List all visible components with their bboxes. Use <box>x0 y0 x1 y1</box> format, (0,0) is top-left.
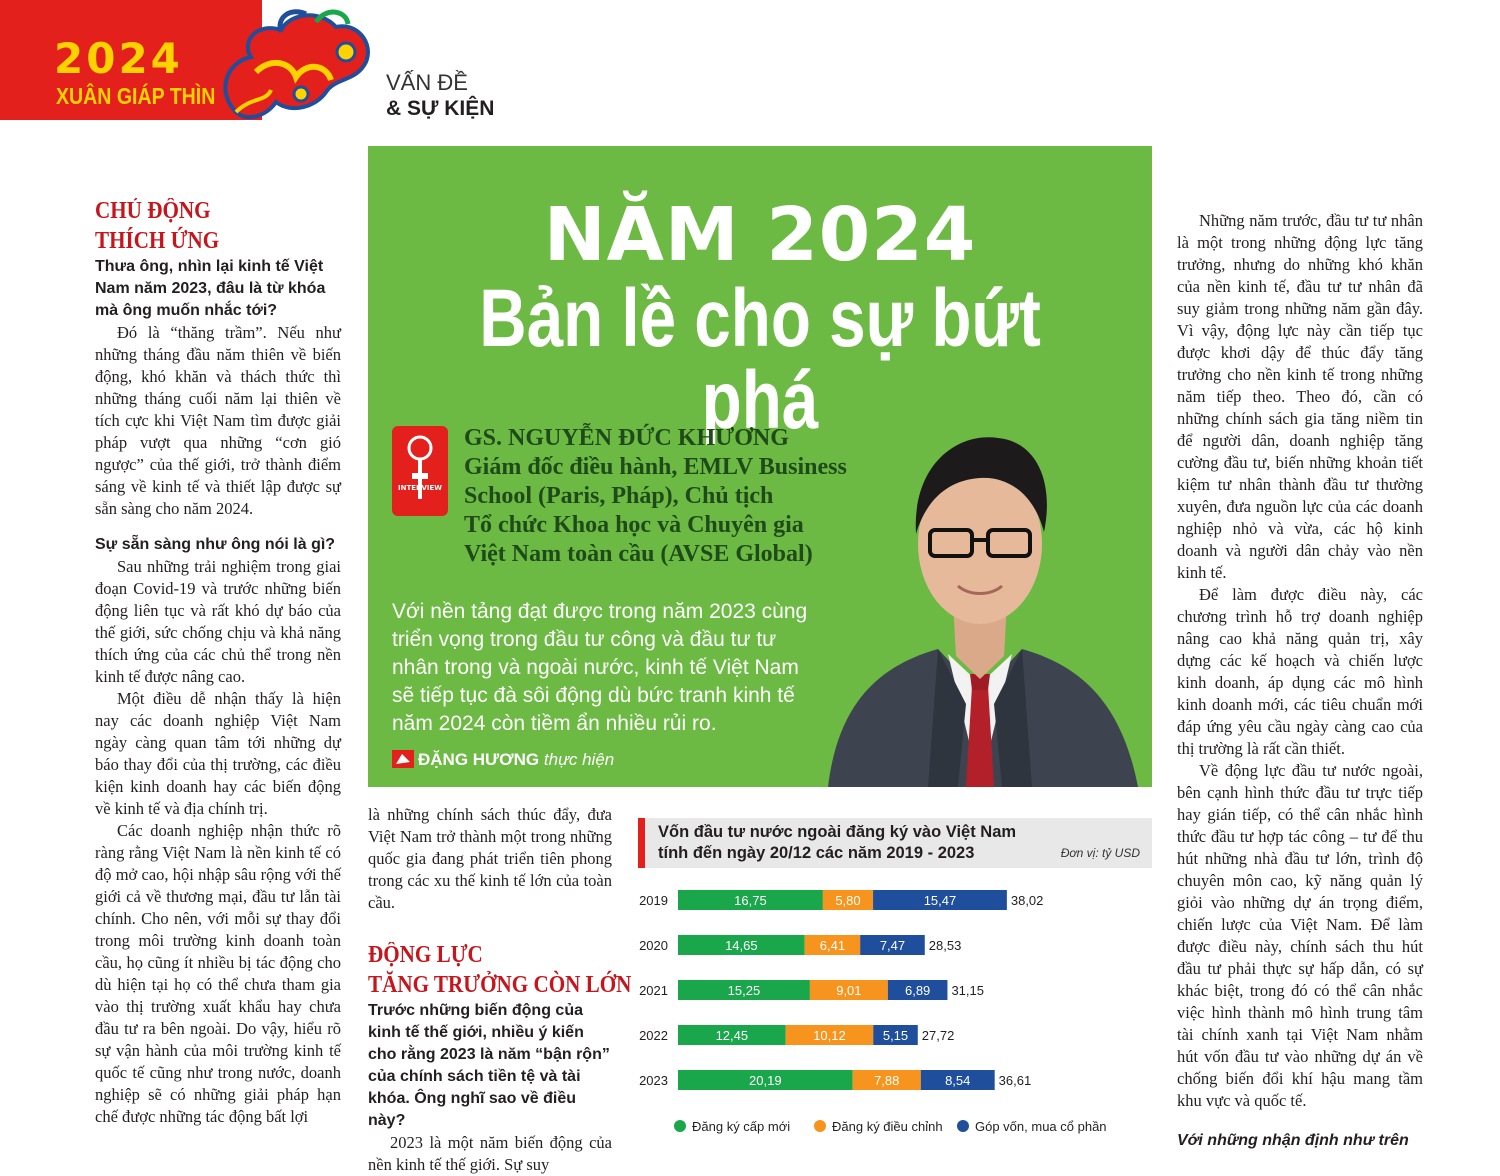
interview-icon-label: INTERVIEW <box>398 484 442 492</box>
article-paragraph: Để làm được điều này, các chương trình hỗ trợ doanh nghiệp nâng cao khả năng quản trị, xây dựng các kế hoạch và chiến lược kinh doanh, áp dụng các mô hình kinh doanh mới, các tiêu chuẩn mới đáp ứng yêu cầu ngày càng cao của thị trường là rất cần thiết. <box>1177 585 1423 758</box>
article-paragraph: Các doanh nghiệp nhận thức rõ ràng rằng Việt Nam là nền kinh tế có độ mở cao, hội nhập sâu rộng với thế giới cả về thương mại, đầu tư lẫn tài chính. Cho nên, với mỗi sự thay đổi trong môi trường kinh doanh toàn cầu, họ cũng ít nhiều bị tác động cho dù hiện tại họ có thể chưa tham gia vào thị trường xuất khẩu hay chưa đầu tư ra bên ngoài. Do vậy, hiểu rõ sự vận hành của môi trường kinh tế quốc tế cũng như trong nước, doanh nghiệp sẽ có những giải pháp hạn chế được những tác động bất lợi <box>95 821 341 1126</box>
article-paragraph: Đó là “thăng trầm”. Nếu như những tháng đầu năm thiên về biến động, khó khăn và thách thức thì những tháng cuối năm lại thiên về tích cực khi Việt Nam tìm được giải pháp vượt qua những “cơn gió ngược” của thế giới, trở thành điểm sáng về kinh tế và thiết lập được sự sẵn sàng cho năm 2024. <box>95 323 341 518</box>
data-label: 10,12 <box>813 1028 846 1043</box>
byline <box>392 749 614 771</box>
legend-label: Đăng ký cấp mới <box>692 1119 791 1134</box>
category-label: 2023 <box>639 1073 668 1088</box>
interviewee-name: GS. NGUYỄN ĐỨC KHƯƠNG <box>464 425 789 451</box>
pen-nib-icon <box>392 750 414 768</box>
interviewee-title-line: Việt Nam toàn cầu (AVSE Global) <box>464 541 813 567</box>
total-label: 28,53 <box>928 938 962 953</box>
article-paragraph: Những năm trước, đầu tư tư nhân là một trong những động lực tăng trưởng, nhưng do những khó khăn của nền kinh tế, đầu tư tư nhân đã suy giảm trong những năm gần đây. Vì vậy, động lực này cần tiếp tục được khơi dậy để thúc đẩy tăng trưởng cho nền kinh tế trong những năm tiếp theo. Theo đó, cần có những chính sách gia tăng niềm tin để người dân, doanh nghiệp tăng cường đầu tư, biến những khoản tiết kiệm tư nhân thành đầu tư thường xuyên, đưa nguồn lực của các doanh nghiệp nhỏ và vừa, các hộ kinh doanh và người dân chảy vào nền kinh tế. <box>1177 211 1423 582</box>
interviewee-title-line: School (Paris, Pháp), Chủ tịch <box>464 483 774 509</box>
interview-question: Thưa ông, nhìn lại kinh tế Việt Nam năm 2023, đâu là từ khóa mà ông muốn nhắc tới? <box>95 258 326 319</box>
interview-question: Sự sẵn sàng như ông nói là gì? <box>95 536 336 553</box>
data-label: 5,80 <box>835 893 861 908</box>
lead-line: sẽ tiếp tục đà sôi động dù bức tranh kinh tế <box>392 684 795 707</box>
chart-title-line: tính đến ngày 20/12 các năm 2019 - 2023 <box>658 844 975 862</box>
total-label: 36,61 <box>998 1073 1032 1088</box>
section-label-line2: & SỰ KIỆN <box>386 97 495 120</box>
legend-label: Góp vốn, mua cổ phần <box>975 1119 1107 1134</box>
data-label: 5,15 <box>882 1028 909 1043</box>
section-heading-line: THÍCH ỨNG <box>95 228 220 254</box>
chart-unit: Đơn vị: tỷ USD <box>1060 846 1140 860</box>
data-label: 20,19 <box>749 1073 782 1088</box>
interview-question: Trước những biến động của kinh tế thế giới, nhiều ý kiến cho rằng 2023 là năm “bận rộn” của chính sách tiền tệ và tài khóa. Ông nghĩ sao về điều này? <box>368 1002 610 1129</box>
header-year: 2024 <box>54 34 183 83</box>
article-column-4 <box>1177 210 1423 1149</box>
category-label: 2022 <box>639 1028 668 1043</box>
interviewee-title-line: Tổ chức Khoa học và Chuyên gia <box>464 512 804 538</box>
article-paragraph: là những chính sách thúc đẩy, đưa Việt Nam trở thành một trong những quốc gia đang phát triển tiên phong trong các xu thế kinh tế lớn của toàn cầu. <box>368 805 612 912</box>
article-column-1 <box>95 196 341 1146</box>
legend-marker <box>957 1120 969 1132</box>
legend-marker <box>674 1120 686 1132</box>
category-label: 2021 <box>639 983 668 998</box>
section-heading-line: CHỦ ĐỘNG <box>95 198 211 224</box>
article-paragraph: Sau những trải nghiệm trong giai đoạn Covid-19 và trước những biến động liên tục và rất khó dự báo của thế giới, sức chống chịu và khả năng thích ứng của các chủ thể trong nền kinh tế được nâng cao. <box>95 557 341 686</box>
data-label: 7,47 <box>879 938 906 953</box>
section-label-line1: VẤN ĐỀ <box>386 70 468 95</box>
data-label: 15,25 <box>727 983 761 998</box>
lead-line: nhân trong và ngoài nước, kinh tế Việt Nam <box>392 656 799 679</box>
interviewee-credit <box>464 424 847 569</box>
data-label: 7,88 <box>874 1073 900 1088</box>
interviewee-portrait <box>808 404 1152 787</box>
total-label: 31,15 <box>951 983 984 998</box>
data-label: 12,45 <box>715 1028 749 1043</box>
section-heading-line: ĐỘNG LỰC <box>368 942 483 968</box>
interviewee-title-line: Giám đốc điều hành, EMLV Business <box>464 454 847 480</box>
legend-label: Đăng ký điều chỉnh <box>832 1119 943 1134</box>
lead-line: Với nền tảng đạt được trong năm 2023 cùng <box>392 600 808 623</box>
total-label: 38,02 <box>1010 893 1044 908</box>
chart-title <box>658 822 1016 864</box>
section-heading-line: TĂNG TRƯỞNG CÒN LỚN <box>368 972 632 998</box>
data-label: 8,54 <box>945 1073 971 1088</box>
data-label: 15,47 <box>923 893 957 908</box>
interview-question: Với những nhận định như trên <box>1177 1132 1409 1149</box>
article-paragraph: 2023 là một năm biến động của nền kinh tế thế giới. Sự suy <box>368 1133 612 1174</box>
category-label: 2020 <box>639 938 668 953</box>
feature-title-line2: Bản lề cho sự bứt phá <box>479 273 1041 446</box>
data-label: 6,89 <box>904 983 931 998</box>
section-heading <box>368 940 632 1000</box>
article-paragraph: Về động lực đầu tư nước ngoài, bên cạnh hình thức đầu tư trực tiếp hay gián tiếp, có thể cân nhắc hình thức đầu tư hợp tác công – tư để thu hút những nhà đầu tư lớn, trình độ chuyên môn cao, kỹ năng quản lý giỏi vào những dự án trọng điểm, chiến lược của Việt Nam. Để làm được điều này, chính sách thu hút đầu tư phải thực sự hấp dẫn, có sự khác biệt, trong đó có thể cân nhắc việc hình thành mô hình trung tâm tài chính xanh tại Việt Nam nhằm hút vốn đầu tư vào những dự án về chống biến đổi khí hậu mang tầm khu vực và quốc tế. <box>1177 761 1423 1110</box>
lead-line: triển vọng trong đầu tư công và đầu tư tư <box>392 628 777 651</box>
lead-line: năm 2024 còn tiềm ẩn nhiều rủi ro. <box>392 712 717 735</box>
feature-title-line1: NĂM 2024 <box>543 192 977 278</box>
data-label: 16,75 <box>734 893 767 908</box>
interview-microphone-icon <box>392 426 448 516</box>
data-label: 6,41 <box>819 938 846 953</box>
article-paragraph: Một điều dễ nhận thấy là hiện nay các doanh nghiệp Việt Nam ngày càng quan tâm tới những dự báo thay đổi của thị trường, các điều kiện kinh doanh hay các biến động về kinh tế và địa chính trị. <box>95 689 341 818</box>
article-column-2 <box>368 804 632 1174</box>
chart-title-accent <box>638 818 645 868</box>
total-label: 27,72 <box>921 1028 955 1043</box>
section-heading <box>95 196 311 256</box>
dragon-ornament-icon <box>196 2 376 122</box>
header-subtitle: XUÂN GIÁP THÌN <box>56 83 216 109</box>
legend-marker <box>814 1120 826 1132</box>
data-label: 9,01 <box>836 983 862 998</box>
chart-title-line: Vốn đầu tư nước ngoài đăng ký vào Việt Nam <box>658 823 1017 841</box>
lead-paragraph <box>392 598 862 738</box>
chart-plot <box>638 878 1152 1146</box>
fdi-chart <box>638 818 1152 1146</box>
feature-title-box <box>368 146 1152 787</box>
category-label: 2019 <box>639 893 668 908</box>
data-label: 14,65 <box>725 938 758 953</box>
byline-name: ĐẶNG HƯƠNG <box>418 750 540 769</box>
byline-role: thực hiện <box>543 750 615 769</box>
